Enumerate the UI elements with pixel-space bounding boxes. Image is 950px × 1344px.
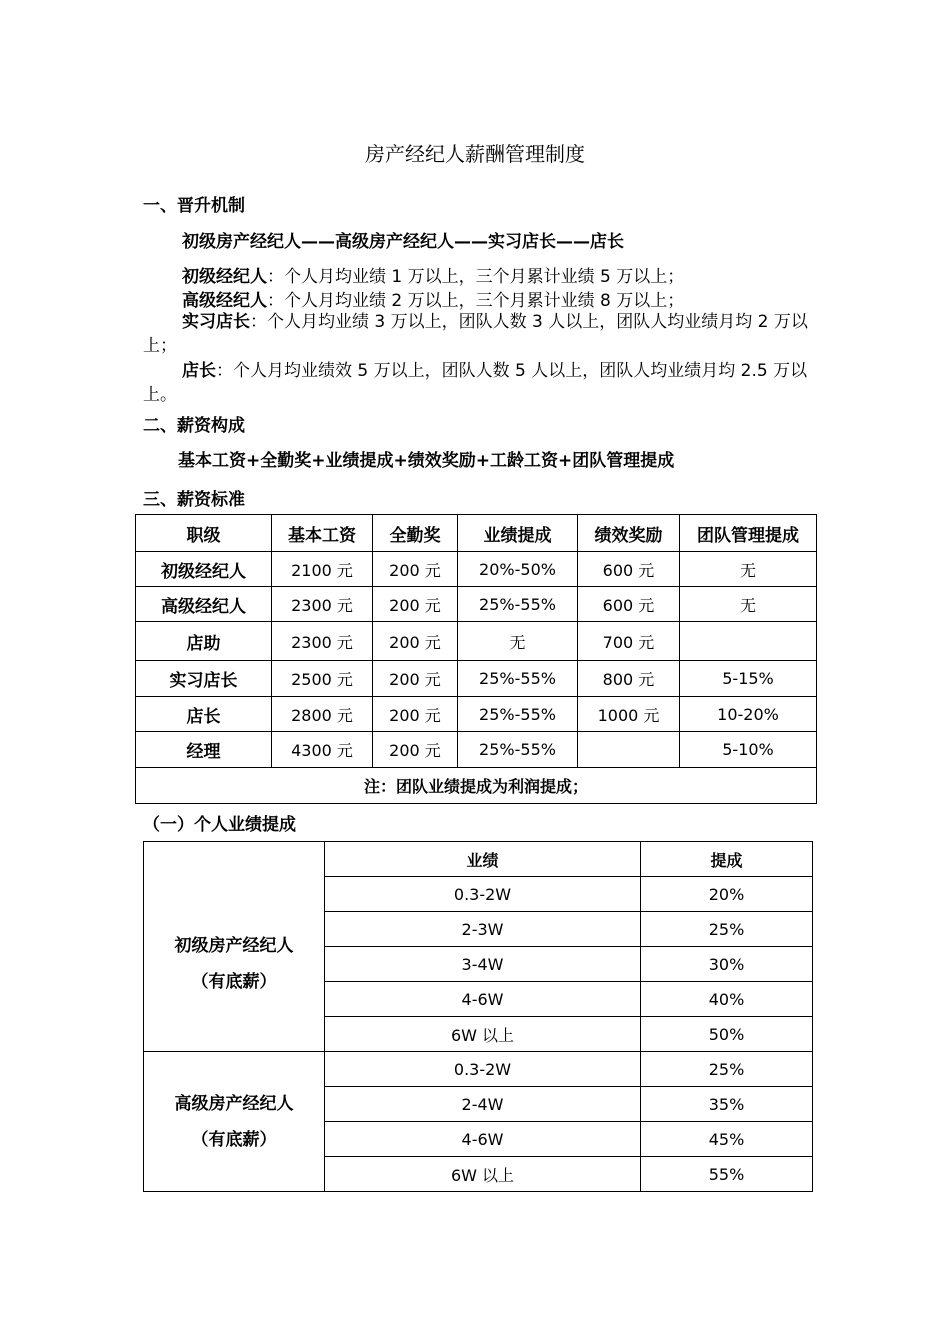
table-cell: 店长 xyxy=(136,697,272,732)
table-row xyxy=(144,877,813,912)
subsection-heading-personal-commission: （一）个人业绩提成 xyxy=(143,815,296,835)
group-label-junior xyxy=(144,877,325,1052)
column-header: 团队管理提成 xyxy=(680,515,817,552)
table-header-row xyxy=(144,842,813,877)
table-cell: 200 元 xyxy=(373,732,458,768)
salary-standard-table xyxy=(135,514,817,804)
promotion-path: 初级房产经纪人——高级房产经纪人——实习店长——店长 xyxy=(182,232,624,252)
criteria-label: 店长 xyxy=(182,361,216,381)
column-header: 业绩 xyxy=(325,842,641,877)
table-row xyxy=(136,732,817,768)
criteria-text: ：个人月均业绩 3 万以上，团队人数 3 人以上，团队人均业绩月均 2 万以上； xyxy=(143,312,808,356)
table-cell: 10-20% xyxy=(680,697,817,732)
table-cell: 无 xyxy=(680,552,817,587)
table-cell: 高级经纪人 xyxy=(136,587,272,622)
table-cell: 5-15% xyxy=(680,661,817,697)
table-cell: 2-4W xyxy=(325,1087,641,1122)
table-note-row xyxy=(136,768,817,804)
table-cell: 0.3-2W xyxy=(325,1052,641,1087)
table-cell: 200 元 xyxy=(373,697,458,732)
criteria-label: 高级经纪人 xyxy=(182,291,267,311)
table-cell: 无 xyxy=(680,587,817,622)
column-header: 提成 xyxy=(641,842,813,877)
personal-commission-table xyxy=(143,841,813,1192)
table-cell: 店助 xyxy=(136,622,272,661)
table-cell: 800 元 xyxy=(578,661,680,697)
table-cell: 0.3-2W xyxy=(325,877,641,912)
criteria-senior xyxy=(182,286,684,311)
table-cell: 经理 xyxy=(136,732,272,768)
table-cell: 55% xyxy=(641,1157,813,1192)
group-name: 高级房产经纪人 xyxy=(174,1093,294,1114)
table-cell: 25%-55% xyxy=(458,661,578,697)
criteria-junior xyxy=(182,262,684,287)
group-name: 初级房产经纪人 xyxy=(174,935,294,956)
table-cell xyxy=(680,622,817,661)
section-heading-salary-structure: 二、薪资构成 xyxy=(143,416,245,436)
table-cell: 4-6W xyxy=(325,982,641,1017)
criteria-trainee-manager xyxy=(143,310,808,358)
table-cell: 2-3W xyxy=(325,912,641,947)
table-cell: 45% xyxy=(641,1122,813,1157)
table-cell: 初级经纪人 xyxy=(136,552,272,587)
table-cell: 35% xyxy=(641,1087,813,1122)
table-row xyxy=(136,697,817,732)
table-cell: 200 元 xyxy=(373,552,458,587)
table-row xyxy=(136,661,817,697)
criteria-text: ：个人月均业绩效 5 万以上，团队人数 5 人以上，团队人均业绩月均 2.5 万以上。 xyxy=(143,361,808,405)
table-cell: 25%-55% xyxy=(458,732,578,768)
criteria-label: 实习店长 xyxy=(182,312,250,332)
table-cell: 700 元 xyxy=(578,622,680,661)
column-header: 绩效奖励 xyxy=(578,515,680,552)
table-cell: 2800 元 xyxy=(272,697,373,732)
table-cell: 3-4W xyxy=(325,947,641,982)
column-header: 业绩提成 xyxy=(458,515,578,552)
table-cell: 6W 以上 xyxy=(325,1017,641,1052)
table-cell: 无 xyxy=(458,622,578,661)
table-cell: 4300 元 xyxy=(272,732,373,768)
table-header-row xyxy=(136,515,817,552)
section-heading-promotion: 一、晋升机制 xyxy=(143,196,245,216)
group-label-senior xyxy=(144,1052,325,1192)
criteria-text: ：个人月均业绩 1 万以上，三个月累计业绩 5 万以上； xyxy=(267,267,685,287)
group-note: （有底薪） xyxy=(191,1129,277,1150)
criteria-manager xyxy=(143,359,808,407)
page-title: 房产经纪人薪酬管理制度 xyxy=(365,142,585,166)
section-heading-salary-standard: 三、薪资标准 xyxy=(143,490,245,510)
table-cell: 2500 元 xyxy=(272,661,373,697)
table-cell: 200 元 xyxy=(373,587,458,622)
table-cell: 5-10% xyxy=(680,732,817,768)
table-cell xyxy=(578,732,680,768)
group-note: （有底薪） xyxy=(191,971,277,992)
table-cell: 25% xyxy=(641,1052,813,1087)
table-cell: 2300 元 xyxy=(272,622,373,661)
table-cell: 600 元 xyxy=(578,552,680,587)
table-cell: 2100 元 xyxy=(272,552,373,587)
table-cell: 30% xyxy=(641,947,813,982)
table-cell: 4-6W xyxy=(325,1122,641,1157)
table-cell: 25%-55% xyxy=(458,697,578,732)
table-row xyxy=(136,552,817,587)
table-cell: 50% xyxy=(641,1017,813,1052)
criteria-text: ：个人月均业绩 2 万以上，三个月累计业绩 8 万以上； xyxy=(267,291,685,311)
table-cell: 600 元 xyxy=(578,587,680,622)
table-cell: 200 元 xyxy=(373,661,458,697)
table-cell: 200 元 xyxy=(373,622,458,661)
table-cell: 1000 元 xyxy=(578,697,680,732)
table-cell: 实习店长 xyxy=(136,661,272,697)
table-cell: 6W 以上 xyxy=(325,1157,641,1192)
table-row xyxy=(144,1052,813,1087)
table-row xyxy=(136,622,817,661)
column-header: 职级 xyxy=(136,515,272,552)
table-cell: 40% xyxy=(641,982,813,1017)
column-header: 全勤奖 xyxy=(373,515,458,552)
criteria-label: 初级经纪人 xyxy=(182,267,267,287)
column-header: 基本工资 xyxy=(272,515,373,552)
table-cell: 20%-50% xyxy=(458,552,578,587)
table-cell-empty xyxy=(144,842,325,877)
salary-formula: 基本工资+全勤奖+业绩提成+绩效奖励+工龄工资+团队管理提成 xyxy=(178,451,675,471)
table-cell: 25% xyxy=(641,912,813,947)
table-row xyxy=(136,587,817,622)
table-cell: 20% xyxy=(641,877,813,912)
table-note: 注：团队业绩提成为利润提成； xyxy=(136,768,817,804)
table-cell: 25%-55% xyxy=(458,587,578,622)
table-cell: 2300 元 xyxy=(272,587,373,622)
